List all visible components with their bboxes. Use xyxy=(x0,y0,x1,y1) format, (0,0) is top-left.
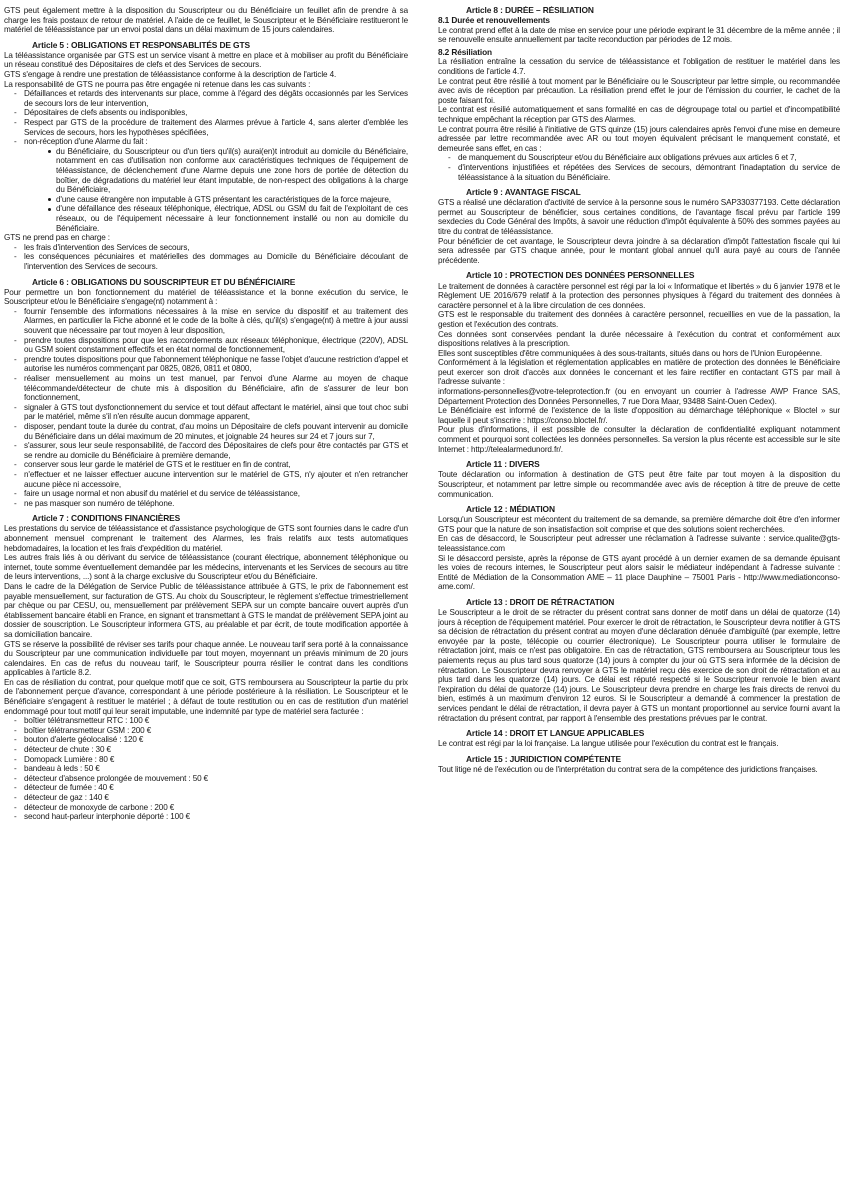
price-item: - détecteur de monoxyde de carbone : 200 € xyxy=(4,803,408,813)
bullet-item: d'une cause étrangère non imputable à GTS présentant les caractéristiques de la force majeure, xyxy=(46,195,408,205)
article-6-title: Article 6 : OBLIGATIONS DU SOUSCRIPTEUR ET DU BÉNÉFICIAIRE xyxy=(32,276,296,287)
price-item: - détecteur de fumée : 40 € xyxy=(4,783,408,793)
article-10 xyxy=(438,271,840,454)
article-5-list-2 xyxy=(4,243,408,272)
article-7-p4: GTS se réserve la possibilité de réviser ses tarifs pour chaque année. Le nouveau tarif sera porté à la connaissance du Souscripteur par une communication individuelle par tout moyen, moyennant un préavis minimum de 20 jours calendaires. En cas de refus du nouveau tarif, le Souscripteur pourra résilier le contrat dans les conditions applicables à l'article 8.2. xyxy=(4,639,408,678)
article-5 xyxy=(4,41,408,272)
article-12-p2: En cas de désaccord, le Souscripteur peut adresser une réclamation à l'adresse suivante : service.qualite@gts-teleassistance.com xyxy=(438,534,840,553)
list-item: - conserver sous leur garde le matériel de GTS et le restituer en fin de contrat, xyxy=(4,460,408,470)
article-5-title: Article 5 : OBLIGATIONS ET RESPONSABLITÉS DE GTS xyxy=(32,39,250,50)
article-6-p1: Pour permettre un bon fonctionnement du matériel de téléassistance et la bonne exécution du service, le Souscripteur et/ou le Bénéficiaire s'engage(nt) notamment à : xyxy=(4,287,408,307)
list-item: - les conséquences pécuniaires et matérielles des dommages au Domicile du Bénéficiaire découlant de l'intervention des Services de secours. xyxy=(4,252,408,271)
price-item: - Domopack Lumière : 80 € xyxy=(4,755,408,765)
article-8-2-p1: La résiliation entraîne la cessation du service de téléassistance et l'obligation de restituer le matériel dans les conditions de l'article 4.7. xyxy=(438,57,840,77)
article-14-title: Article 14 : DROIT ET LANGUE APPLICABLES xyxy=(466,728,645,739)
list-item: - de manquement du Souscripteur et/ou du Bénéficiaire aux obligations prévues aux articles 6 et 7, xyxy=(438,153,840,163)
left-column xyxy=(4,6,408,1196)
bullet-item: du Bénéficiaire, du Souscripteur ou d'un tiers qu'il(s) aurai(en)t introduit au domicile du Bénéficiaire, notamment en cas d'utilisation non conforme aux caractéristiques techniques de l'équipement de téléassistance, de déclenchement d'une Alarme depuis une zone hors de portée de détection du boîtier, de dégradations du matériel leur étant imputable, de non-respect des obligations à la charge du Bénéficiaire, xyxy=(46,147,408,195)
list-item: - prendre toutes dispositions pour que les raccordements aux réseaux téléphonique, électrique (220V), ADSL ou GSM soient constamment effectifs et en état normal de fonctionnement, xyxy=(4,336,408,355)
article-5-list xyxy=(4,89,408,233)
article-12 xyxy=(438,505,840,592)
article-10-p5: Conformément à la législation et réglementation applicables en matière de protection des données le Bénéficiaire peut exercer son droit d'accès aux données le concernant et les faire rectifier en contactant GTS par mail à l'adresse suivante : xyxy=(438,358,840,387)
article-13 xyxy=(438,598,840,723)
list-item: - ne pas masquer son numéro de téléphone. xyxy=(4,499,408,509)
list-item-text: non-réception d'une Alarme du fait : xyxy=(24,137,148,147)
price-item: - détecteur de gaz : 140 € xyxy=(4,793,408,803)
article-15 xyxy=(438,755,840,775)
article-6-list xyxy=(4,307,408,508)
bullet-item: d'une défaillance des réseaux téléphonique, électrique, ADSL ou GSM du fait de l'exploitant de ces réseaux, ou de l'équipement nécessaire à leur fonctionnement installé ou non au domicile du Bénéficiaire. xyxy=(46,204,408,233)
price-item: - boîtier télétransmetteur GSM : 200 € xyxy=(4,726,408,736)
article-10-p4: Elles sont susceptibles d'être communiquées à des sous-traitants, situés dans ou hors de l'Union Européenne. xyxy=(438,348,822,358)
article-7-p1: Les prestations du service de téléassistance et d'assistance psychologique de GTS sont fournies dans le cadre d'un abonnement mensuel comprenant le traitement des Alarmes, les frais relatifs aux tests automatiques hebdomadaires, la location et les frais d'expédition du matériel. xyxy=(4,524,408,553)
article-7-p3: Dans le cadre de la Délégation de Service Public de téléassistance attribuée à GTS, le prix de l'abonnement est payable mensuellement, sur facturation de GTS. Au choix du Souscripteur, le règlement s'effectue trimestriellement par chèque ou par CESU, ou, mensuellement par prélèvement SEPA sur un compte bancaire ouvert auprès d'un établissement bancaire établi en France, en signant et transmettant à GTS le mandat de prélèvement SEPA joint au dossier de souscription. Le Souscripteur informera GTS, au préalable et par écrit, de toute modification apportée à sa domiciliation bancaire. xyxy=(4,581,408,639)
article-10-p7: Le Bénéficiaire est informé de l'existence de la liste d'opposition au démarchage téléphonique « Bloctel » sur laquelle il peut s'inscrire : https://conso.bloctel.fr/. xyxy=(438,406,840,425)
article-10-title: Article 10 : PROTECTION DES DONNÉES PERSONNELLES xyxy=(466,270,695,281)
article-6 xyxy=(4,278,408,509)
article-10-p8: Pour plus d'informations, il est possible de consulter la déclaration de confidentialité expliquant notamment comment et pourquoi sont collectées les données personnelles. Sa version la plus récente est accessible sur le site Internet : http://telealarmedunord.fr/. xyxy=(438,425,840,454)
article-11-p1: Toute déclaration ou information à destination de GTS peut être faite par tout moyen à la disposition du Souscripteur, et notamment par lettre simple ou recommandée avec avis de réception à titre de preuve de cette communication. xyxy=(438,470,840,499)
price-item: - détecteur d'absence prolongée de mouvement : 50 € xyxy=(4,774,408,784)
article-5-p3: La responsabilité de GTS ne pourra pas être engagée ni retenue dans les cas suivants : xyxy=(4,79,311,89)
list-item: - Dépositaires de clefs absents ou indisponibles, xyxy=(4,108,408,118)
article-5-p2: GTS s'engage à rendre une prestation de téléassistance conforme à la description de l'article 4. xyxy=(4,70,337,80)
article-9 xyxy=(438,188,840,265)
article-12-title: Article 12 : MÉDIATION xyxy=(466,504,555,515)
article-10-p6: informations-personnelles@votre-teleprotection.fr (ou en envoyant un courrier à l'adresse AWP France SAS, Département Protection des Données Personnelles, 7 rue Dora Maar, 93488 Saint-Ouen Cedex). xyxy=(438,387,840,406)
article-8-1-p: Le contrat prend effet à la date de mise en service pour une période expirant le 31 décembre de la même année ; il se renouvelle ensuite annuellement par tacite reconduction par périodes de 12 mois. xyxy=(438,25,840,45)
price-item: - bandeau à leds : 50 € xyxy=(4,764,408,774)
list-item: - signaler à GTS tout dysfonctionnement du service et tout défaut affectant le matériel, ainsi que tout choc subi par le matériel, même s'il n'en résulte aucun dommage apparent, xyxy=(4,403,408,422)
article-8-1-title: 8.1 Durée et renouvellements xyxy=(438,15,550,26)
article-8-2-title: 8.2 Résiliation xyxy=(438,46,492,57)
price-item: - second haut-parleur interphonie déporté : 100 € xyxy=(4,812,408,822)
article-9-title: Article 9 : AVANTAGE FISCAL xyxy=(466,187,581,198)
article-15-title: Article 15 : JURIDICTION COMPÉTENTE xyxy=(466,753,621,764)
article-8 xyxy=(438,6,840,182)
price-list xyxy=(4,716,408,822)
list-item: - réaliser mensuellement au moins un test manuel, par l'envoi d'une Alarme au moyen de chaque télécommande/détecteur de chute mis à disposition du Bénéficiaire, afin de s'assurer de leur bon fonctionnement, xyxy=(4,374,408,403)
article-8-2-p2: Le contrat peut être résilié à tout moment par le Bénéficiaire ou le Souscripteur par lettre simple, ou recommandée avec avis de réception par précaution. La résiliation prend effet le jour de l'émission du courrier, le cachet de la poste faisant foi. xyxy=(438,76,840,105)
list-item: - Respect par GTS de la procédure de traitement des Alarmes prévue à l'article 4, sans alerter d'emblée les Services de secours, hors les hypothèses spécifiées, xyxy=(4,118,408,137)
list-item: - s'assurer, sous leur seule responsabilité, de l'accord des Dépositaires de clefs pour être contactés par GTS et se rendre au domicile du Bénéficiaire à première demande, xyxy=(4,441,408,460)
list-item xyxy=(4,137,408,233)
list-item: - n'effectuer et ne laisser effectuer aucune intervention sur le matériel de GTS, n'y ajouter et n'en retrancher aucune pièce ni accessoire, xyxy=(4,470,408,489)
article-10-p3: Ces données sont conservées pendant la durée nécessaire à l'exécution du contrat et conformément aux dispositions relatives à la prescription. xyxy=(438,329,840,349)
article-10-p2: GTS est le responsable du traitement des données à caractère personnel, recueillies en vue de la passation, la gestion et l'exécution des contrats. xyxy=(438,310,840,329)
article-7-title: Article 7 : CONDITIONS FINANCIÈRES xyxy=(32,513,181,524)
article-11 xyxy=(438,460,840,499)
article-15-p1: Tout litige né de l'exécution ou de l'interprétation du contrat sera de la compétence des juridictions françaises. xyxy=(438,764,818,774)
article-12-p3: Si le désaccord persiste, après la réponse de GTS ayant procédé à un dernier examen de sa demande épuisant les voies de recours internes, le Souscripteur peut alors saisir le médiateur indépendant à l'adresse suivante : Entité de Médiation de la Consommation AME – 11 place Dauphine – 75001 Paris - http://www.mediationconso-ame.com/. xyxy=(438,553,840,592)
article-10-p1: Le traitement de données à caractère personnel est régi par la loi « Informatique et libertés » du 6 janvier 1978 et le Règlement UE 2016/679 relatif à la protection des personnes physiques à l'égard du traitement des données à caractère personnel et à la libre circulation de ces données. xyxy=(438,281,840,310)
article-5-p1: La téléassistance organisée par GTS est un service visant à mettre en place et à mobiliser au profit du Bénéficiaire un réseau constitué des Dépositaires de clefs et des Services de secours. xyxy=(4,50,408,70)
list-item: - prendre toutes dispositions pour que l'abonnement téléphonique ne fasse l'objet d'aucune restriction d'appel et autorise les numéros commençant par 0825, 0826, 0811 et 0800, xyxy=(4,355,408,374)
article-9-p1: GTS a réalisé une déclaration d'activité de service à la personne sous le numéro SAP330377193. Cette déclaration permet au Souscripteur de bénéficier, sous certaines conditions, de l'avantage fiscal prévu par l'article 199 sexdecies du Code Général des Impôts, à savoir une réduction d'impôt équivalente à 50% des sommes payées au titre du contrat de téléassistance. xyxy=(438,198,840,237)
price-item: - boîtier télétransmetteur RTC : 100 € xyxy=(4,716,408,726)
article-8-2-p3: Le contrat est résilié automatiquement et sans formalité en cas de dégroupage total ou partiel et d'incompatibilité technique empêchant la réception par GTS des Alarmes. xyxy=(438,105,840,125)
list-item: - faire un usage normal et non abusif du matériel et du service de téléassistance, xyxy=(4,489,408,499)
article-8-title: Article 8 : DURÉE – RÉSILIATION xyxy=(466,6,594,15)
article-9-p2: Pour bénéficier de cet avantage, le Souscripteur devra joindre à sa déclaration d'impôt l'attestation fiscale qui lui sera adressée par GTS chaque année, pour le montant global annuel qu'il aura payé au cours de l'année précédente. xyxy=(438,236,840,265)
article-8-list xyxy=(438,153,840,182)
list-item: - d'interventions injustifiées et répétées des Services de secours, démontrant l'inadaptation du service de téléassistance à la situation du Bénéficiaire. xyxy=(438,163,840,182)
article-7 xyxy=(4,514,408,822)
right-column xyxy=(438,6,840,1196)
article-11-title: Article 11 : DIVERS xyxy=(466,459,540,470)
intro-paragraph: GTS peut également mettre à la disposition du Souscripteur ou du Bénéficiaire un feuillet afin de prendre à sa charge les frais postaux de retour de matériel. A l'aide de ce feuillet, le Souscripteur et le Bénéficiaire restitueront le matériel de téléassistance par un envoi postal dans un délai maximum de 15 jours calendaires. xyxy=(4,6,408,35)
article-5-p4: GTS ne prend pas en charge : xyxy=(4,233,110,243)
list-item: - les frais d'intervention des Services de secours, xyxy=(4,243,408,253)
price-item: - détecteur de chute : 30 € xyxy=(4,745,408,755)
article-7-p5: En cas de résiliation du contrat, pour quelque motif que ce soit, GTS remboursera au Souscripteur la partie du prix de l'abonnement perçue d'avance, correspondant à une période postérieure à la résiliation. Le Souscripteur et le Bénéficiaire s'engagent à restituer le matériel ; à défaut de toute restitution ou en cas de restitution d'un matériel endommagé pour tout motif qui leur serait imputable, une indemnité par type de matériel sera facturée : xyxy=(4,677,408,716)
list-item: - disposer, pendant toute la durée du contrat, d'au moins un Dépositaire de clefs pouvant intervenir au domicile du Bénéficiaire dans un délai maximum de 20 minutes, et joignable 24 heures sur 24 et 7 jours sur 7, xyxy=(4,422,408,441)
article-14-p1: Le contrat est régi par la loi française. La langue utilisée pour l'exécution du contrat est le français. xyxy=(438,739,779,749)
price-item: - bouton d'alerte géolocalisé : 120 € xyxy=(4,735,408,745)
article-12-p1: Lorsqu'un Souscripteur est mécontent du traitement de sa demande, sa première démarche doit être d'en informer GTS pour que la nature de son insatisfaction soit comprise et que des solutions soient recherchées. xyxy=(438,515,840,534)
article-13-p1: Le Souscripteur a le droit de se rétracter du présent contrat sans donner de motif dans un délai de quatorze (14) jours à réception de l'équipement matériel. Pour exercer le droit de rétractation, le Souscripteur devra notifier à GTS sa décision de rétractation du présent contrat au moyen d'une déclaration dénuée d'ambiguïté (par exemple, lettre envoyée par la poste, télécopie ou courrier électronique). Le Souscripteur pourra utiliser le formulaire de rétractation joint, mais ce n'est pas obligatoire. En cas de rétractation, GTS remboursera au Souscripteur tous les paiements reçus au plus tard sous quatorze (14) jours à compter du jour où GTS sera informée de la décision de rétractation. Le Souscripteur devra renvoyer à GTS le matériel reçu dès exercice de son droit de rétractation et au plus tard dans les quatorze (14) jours. Ce délai est réputé respecté si le Souscripteur renvoie le bien avant l'expiration du délai de quatorze (14) jours. Le Souscripteur devra prendre en charge les frais directs de renvoi du bien, estimés à un maximum d'environ 12 euros. Si le Souscripteur a demandé à commencer la prestation de services pendant le délai de rétractation, il devra payer à GTS un montant proportionnel au service fourni avant la rétractation du présent contrat, par rapport à l'ensemble des prestations prévues par le contrat. xyxy=(438,608,840,723)
article-14 xyxy=(438,729,840,749)
list-item: - fournir l'ensemble des informations nécessaires à la mise en service du dispositif et au traitement des Alarmes, en particulier la Fiche abonné et le code de la boîte à clés, qu'il(s) s'engage(nt) à mettre à jour aussi souvent que nécessaire par tout moyen à leur disposition, xyxy=(4,307,408,336)
article-8-2-p4: Le contrat pourra être résilié à l'initiative de GTS quinze (15) jours calendaires après l'envoi d'une mise en demeure adressée par lettre recommandée avec AR ou tout moyen équivalent précisant le manquement constaté, et demeurée sans effet, en cas : xyxy=(438,124,840,153)
article-13-title: Article 13 : DROIT DE RÉTRACTATION xyxy=(466,596,615,607)
article-7-p2: Les autres frais liés à ou dérivant du service de téléassistance (courant électrique, abonnement téléphonique ou internet, toute somme éventuellement demandée par les médecins, intervenants et les Services de secours au titre de leurs interventions, ...) sont à la charge exclusive du Souscripteur et/ou du Bénéficiaire. xyxy=(4,553,408,582)
article-5-sublist xyxy=(46,147,408,233)
list-item: - Défaillances et retards des intervenants sur place, comme à l'égard des dégâts occasionnés par les Services de secours lors de leur intervention, xyxy=(4,89,408,108)
